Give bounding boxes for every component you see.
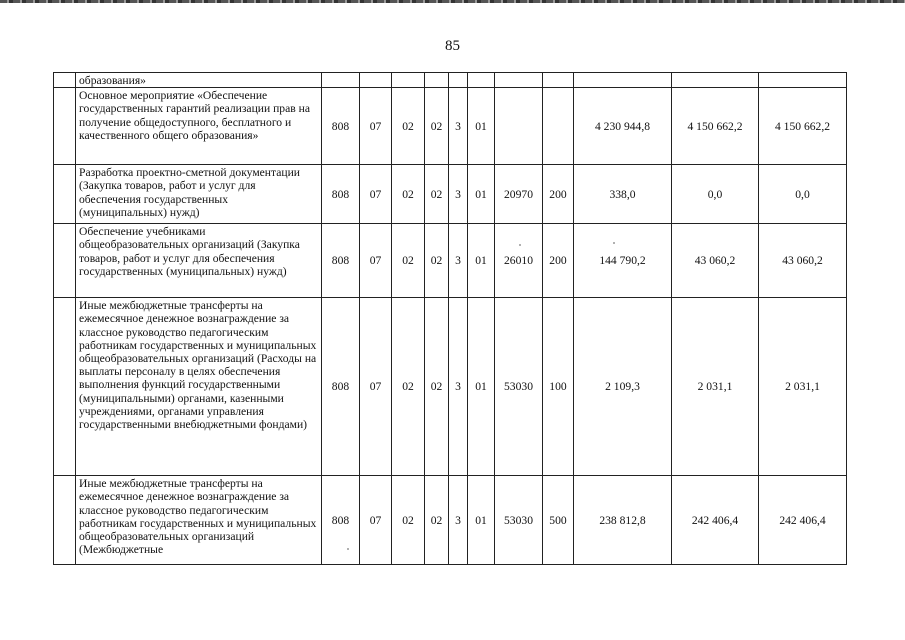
code-cell: 01 (468, 298, 495, 476)
amount-cell: 4 150 662,2 (672, 88, 759, 165)
code-cell: 07 (360, 165, 392, 224)
amount-cell: 238 812,8 (574, 476, 672, 565)
table-row (54, 73, 847, 88)
code-cell: 07 (360, 224, 392, 298)
code-cell: 01 (468, 88, 495, 165)
item-name-cell: Разработка проектно-сметной документации (Закупка товаров, работ и услуг для обеспечения государственных (муниципальных) нужд) (76, 165, 322, 224)
row-blank-cell (54, 73, 76, 88)
code-cell: 808 (322, 88, 360, 165)
item-name-cell: Иные межбюджетные трансферты на ежемесячное денежное вознаграждение за классное руководство педагогическим работникам государственных и муниципальных общеобразовательных организаций (Межбюджетные (76, 476, 322, 565)
code-cell (392, 73, 425, 88)
amount-cell: 242 406,4 (759, 476, 847, 565)
code-cell: 500 (543, 476, 574, 565)
code-cell: 02 (392, 224, 425, 298)
table-row (54, 298, 847, 476)
code-cell: 07 (360, 88, 392, 165)
code-cell: 26010 (495, 224, 543, 298)
amount-cell: 144 790,2 (574, 224, 672, 298)
amount-cell: 43 060,2 (672, 224, 759, 298)
code-cell (495, 73, 543, 88)
code-cell: 01 (468, 224, 495, 298)
code-cell (322, 73, 360, 88)
code-cell: 808 (322, 165, 360, 224)
code-cell: 3 (449, 88, 468, 165)
row-blank-cell (54, 476, 76, 565)
code-cell: 100 (543, 298, 574, 476)
code-cell: 07 (360, 476, 392, 565)
code-cell: 02 (392, 476, 425, 565)
scan-top-border (0, 0, 905, 3)
code-cell: 3 (449, 224, 468, 298)
amount-cell: 43 060,2 (759, 224, 847, 298)
row-blank-cell (54, 298, 76, 476)
code-cell: 200 (543, 165, 574, 224)
code-cell: 01 (468, 476, 495, 565)
row-blank-cell (54, 165, 76, 224)
code-cell: 200 (543, 224, 574, 298)
scan-speck (519, 244, 521, 246)
code-cell: 02 (425, 476, 449, 565)
code-cell: 01 (468, 165, 495, 224)
code-cell (543, 73, 574, 88)
code-cell: 20970 (495, 165, 543, 224)
code-cell (360, 73, 392, 88)
code-cell: 53030 (495, 298, 543, 476)
code-cell (449, 73, 468, 88)
code-cell (468, 73, 495, 88)
item-name-cell: Иные межбюджетные трансферты на ежемесячное денежное вознаграждение за классное руководство педагогическим работникам государственных и муниципальных общеобразовательных организаций (Расходы на выплаты персоналу в целях обеспечения выполнения функций государственными (муниципальными) органами, казенными учреждениями, органами управления государственными внебюджетными фондами) (76, 298, 322, 476)
amount-cell (759, 73, 847, 88)
code-cell: 3 (449, 298, 468, 476)
scan-speck (613, 242, 615, 244)
code-cell: 02 (425, 88, 449, 165)
amount-cell: 0,0 (672, 165, 759, 224)
item-name-cell: образования» (76, 73, 322, 88)
amount-cell: 0,0 (759, 165, 847, 224)
amount-cell: 338,0 (574, 165, 672, 224)
table-row (54, 88, 847, 165)
code-cell: 02 (425, 224, 449, 298)
code-cell: 808 (322, 298, 360, 476)
code-cell (425, 73, 449, 88)
code-cell: 02 (425, 298, 449, 476)
amount-cell (574, 73, 672, 88)
page-number: 85 (445, 38, 460, 54)
amount-cell: 2 109,3 (574, 298, 672, 476)
amount-cell: 242 406,4 (672, 476, 759, 565)
scan-speck (347, 548, 349, 550)
row-blank-cell (54, 88, 76, 165)
item-name-cell: Обеспечение учебниками общеобразовательных организаций (Закупка товаров, работ и услуг для обеспечения государственных (муниципальных) нужд) (76, 224, 322, 298)
code-cell (495, 88, 543, 165)
row-blank-cell (54, 224, 76, 298)
code-cell: 02 (425, 165, 449, 224)
amount-cell (672, 73, 759, 88)
code-cell: 808 (322, 224, 360, 298)
code-cell: 02 (392, 298, 425, 476)
amount-cell: 2 031,1 (672, 298, 759, 476)
code-cell: 53030 (495, 476, 543, 565)
code-cell: 02 (392, 165, 425, 224)
budget-table (53, 72, 847, 565)
item-name-cell: Основное мероприятие «Обеспечение государственных гарантий реализации прав на получение общедоступного, бесплатного и качественного общего образования» (76, 88, 322, 165)
table-row (54, 476, 847, 565)
amount-cell: 4 150 662,2 (759, 88, 847, 165)
code-cell: 3 (449, 165, 468, 224)
amount-cell: 2 031,1 (759, 298, 847, 476)
amount-cell: 4 230 944,8 (574, 88, 672, 165)
code-cell: 07 (360, 298, 392, 476)
code-cell (543, 88, 574, 165)
table-row (54, 165, 847, 224)
code-cell: 808 (322, 476, 360, 565)
code-cell: 3 (449, 476, 468, 565)
code-cell: 02 (392, 88, 425, 165)
table-row (54, 224, 847, 298)
